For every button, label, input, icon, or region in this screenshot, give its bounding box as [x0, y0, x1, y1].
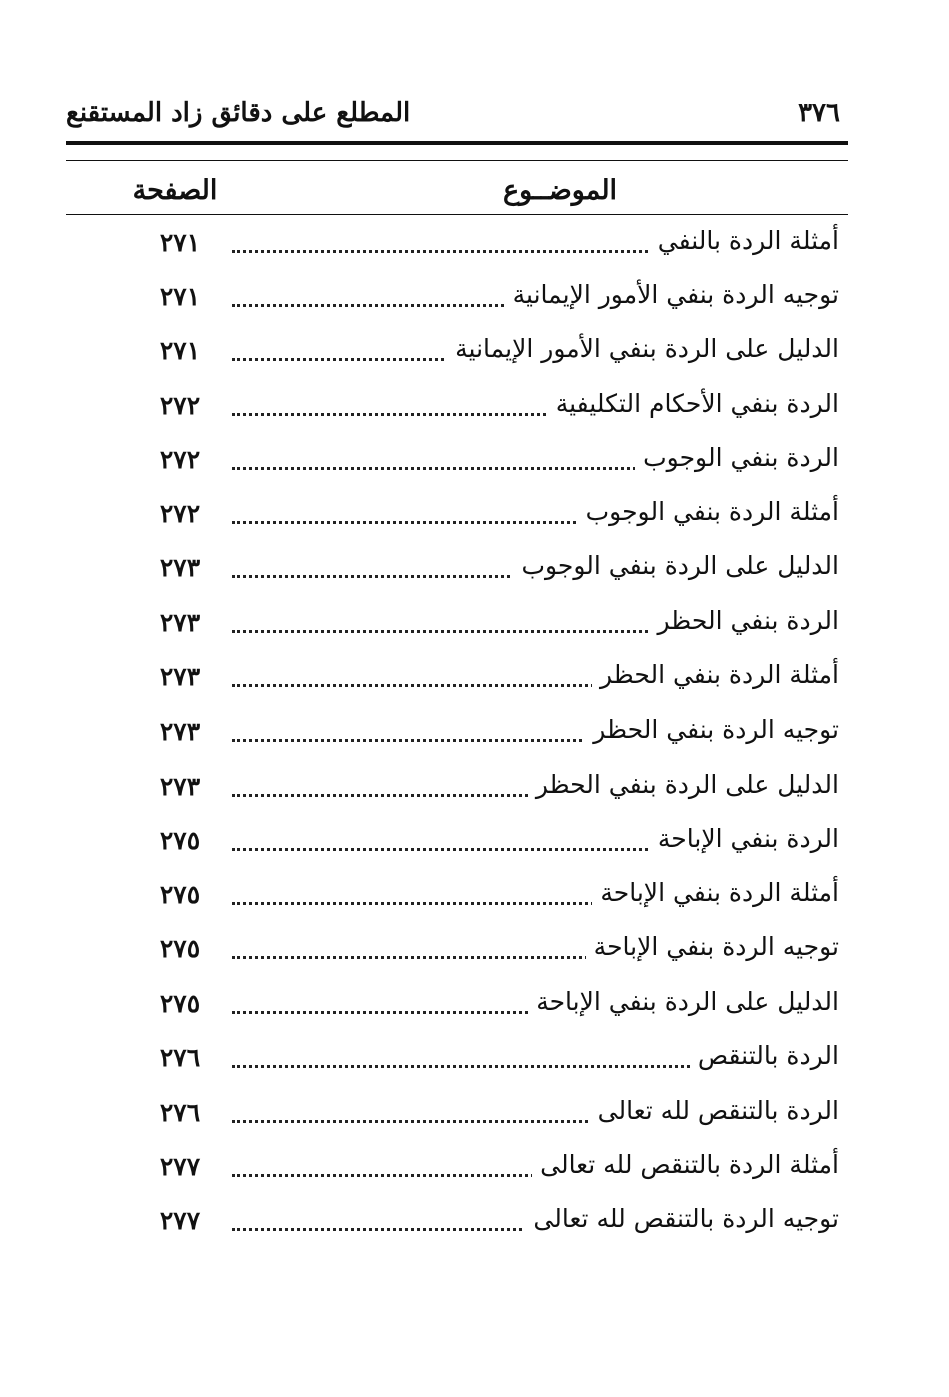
- toc-entry-page: ٢٧٧: [159, 1152, 201, 1181]
- toc-entry-page: ٢٧٥: [159, 934, 201, 963]
- toc-entry: [0, 764, 949, 818]
- toc-entry-page: ٢٧٢: [159, 499, 201, 528]
- toc-entry: [0, 491, 949, 545]
- toc-entry-page: ٢٧١: [159, 336, 201, 365]
- toc-entry-title: الردة بالتنقص لله تعالى: [590, 1096, 839, 1125]
- page-number: ٣٧٦: [798, 98, 840, 128]
- toc-entry-title: الدليل على الردة بنفي الإباحة: [528, 987, 839, 1016]
- header-rule-thin: [66, 160, 848, 161]
- running-head: [66, 96, 848, 140]
- toc-entry: [0, 1035, 949, 1089]
- toc-entry-title: توجيه الردة بنفي الأمور الإيمانية: [505, 280, 839, 309]
- toc-entry-title: الدليل على الردة بنفي الأمور الإيمانية: [447, 334, 839, 363]
- toc-entry-title: أمثلة الردة بنفي الوجوب: [578, 497, 839, 526]
- toc-entry: [0, 383, 949, 437]
- toc-entry-title: توجيه الردة بالتنقص لله تعالى: [525, 1204, 839, 1233]
- toc-entry-title: الردة بنفي الإباحة: [650, 824, 839, 853]
- toc-entry-title: أمثلة الردة بنفي الإباحة: [592, 878, 839, 907]
- column-header-rule: [66, 214, 848, 215]
- column-header-topic: الموضــوع: [502, 175, 618, 206]
- toc-entry-page: ٢٧١: [159, 282, 201, 311]
- toc-entry-page: ٢٧٥: [159, 826, 201, 855]
- toc-entry-page: ٢٧٣: [159, 772, 201, 801]
- toc-entry: [0, 818, 949, 872]
- toc-entry: [0, 545, 949, 599]
- toc-entry-page: ٢٧٦: [159, 1098, 201, 1127]
- toc-entry-title: توجيه الردة بنفي الحظر: [585, 715, 839, 744]
- toc-entry-page: ٢٧٦: [159, 1043, 201, 1072]
- toc-entry-page: ٢٧٢: [159, 445, 201, 474]
- toc-entry-title: الدليل على الردة بنفي الوجوب: [513, 551, 839, 580]
- toc-entry: [0, 1144, 949, 1198]
- toc-entry: [0, 274, 949, 328]
- toc-entry-title: الردة بنفي الوجوب: [635, 443, 839, 472]
- toc-entry: [0, 981, 949, 1035]
- toc-entry-page: ٢٧٧: [159, 1206, 201, 1235]
- toc-entry-title: أمثلة الردة بالنفي: [650, 226, 839, 255]
- toc-entry-title: أمثلة الردة بالتنقص لله تعالى: [532, 1150, 839, 1179]
- toc-entry: [0, 328, 949, 382]
- column-header-page: الصفحة: [132, 175, 218, 206]
- toc-entry: [0, 926, 949, 980]
- toc-entry-page: ٢٧٥: [159, 989, 201, 1018]
- toc-entry: [0, 600, 949, 654]
- toc-entry-page: ٢٧٣: [159, 662, 201, 691]
- toc-entry-title: الردة بنفي الأحكام التكليفية: [548, 389, 839, 418]
- toc-entry: [0, 437, 949, 491]
- toc-entry: [0, 872, 949, 926]
- toc-entry: [0, 220, 949, 274]
- header-rule-thick: [66, 141, 848, 145]
- toc-entry-page: ٢٧٢: [159, 391, 201, 420]
- toc-entry-page: ٢٧١: [159, 228, 201, 257]
- book-title: المطلع على دقائق زاد المستقنع: [66, 98, 411, 128]
- toc-entry: [0, 1090, 949, 1144]
- toc-entry-title: أمثلة الردة بنفي الحظر: [592, 660, 839, 689]
- toc-entry-title: توجيه الردة بنفي الإباحة: [586, 932, 839, 961]
- toc-entry-title: الردة بنفي الحظر: [650, 606, 839, 635]
- toc-entry: [0, 654, 949, 708]
- toc-entry-page: ٢٧٣: [159, 717, 201, 746]
- toc-entry-page: ٢٧٣: [159, 553, 201, 582]
- toc-entry: [0, 709, 949, 763]
- toc-entry-page: ٢٧٣: [159, 608, 201, 637]
- toc-entry-title: الدليل على الردة بنفي الحظر: [528, 770, 839, 799]
- toc-entry-title: الردة بالتنقص: [690, 1041, 839, 1070]
- toc-entry-page: ٢٧٥: [159, 880, 201, 909]
- toc-entry: [0, 1198, 949, 1252]
